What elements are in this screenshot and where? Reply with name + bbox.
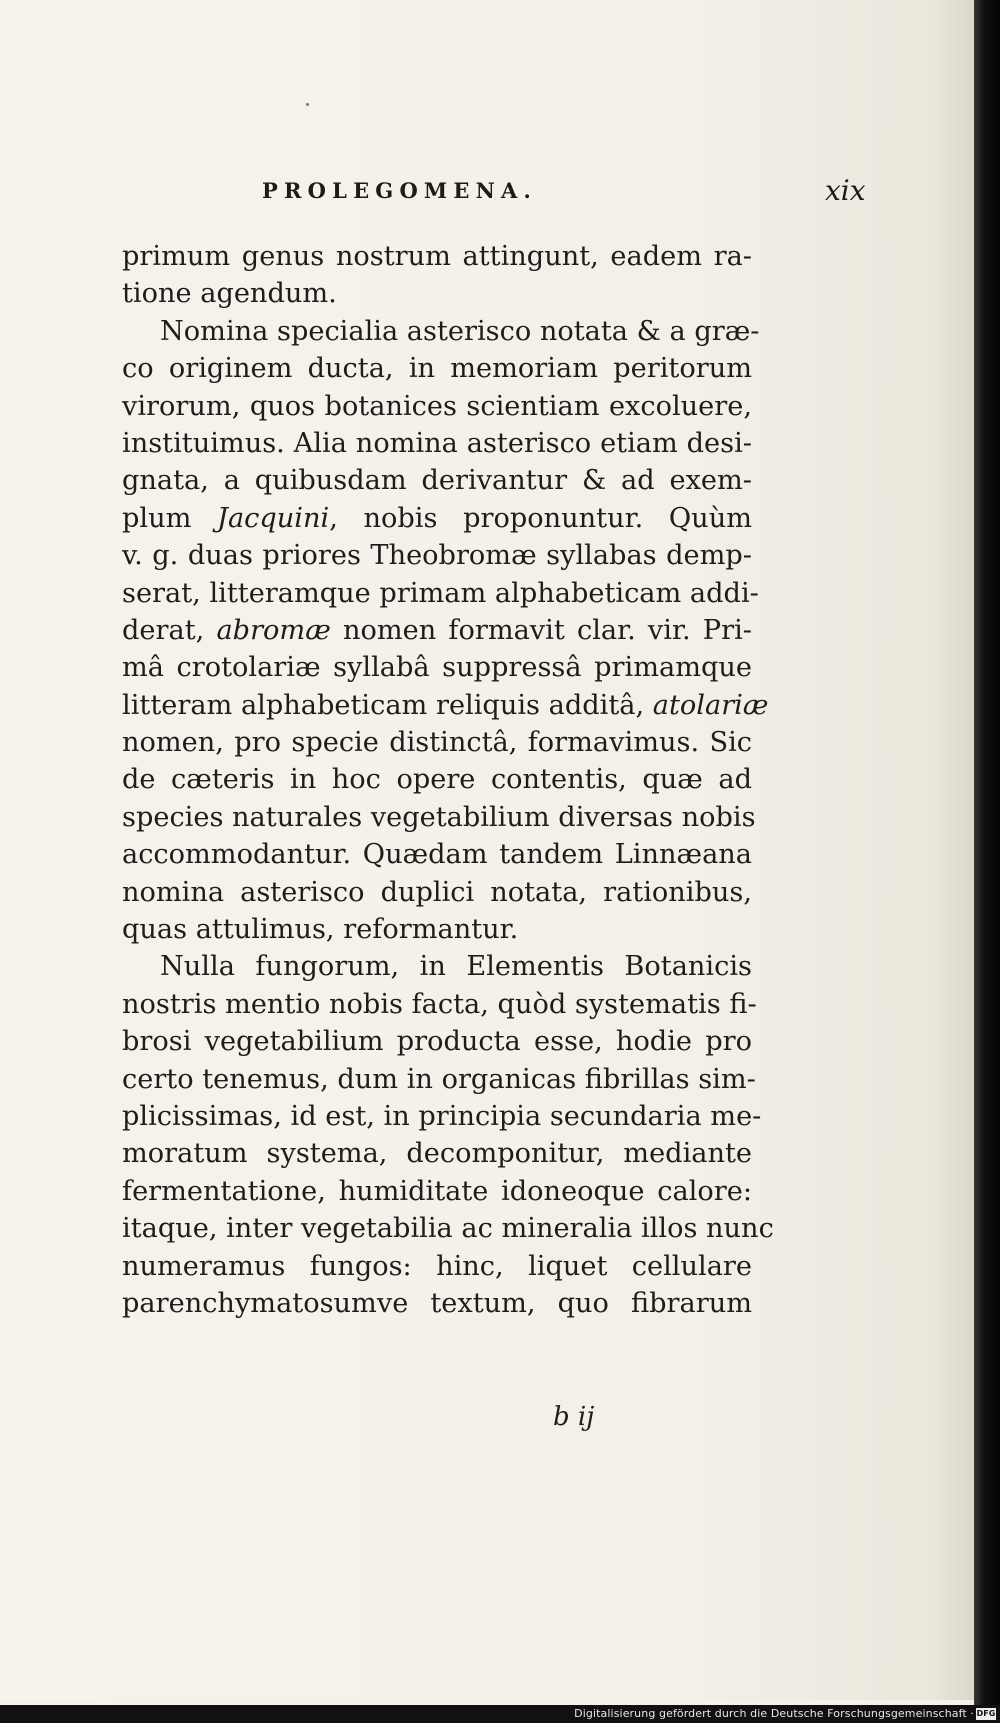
text-line: litteram alphabeticam reliquis additâ, atolariæ	[122, 689, 769, 721]
text-line: Nomina specialia asterisco notata & a græ-	[160, 315, 760, 347]
text-line: itaque, inter vegetabilia ac mineralia illos nunc	[122, 1213, 774, 1245]
text-line: co originem ducta, in memoriam peritorum	[122, 353, 752, 385]
text-line: instituimus. Alia nomina asterisco etiam desi-	[122, 427, 752, 459]
text-line: plum Jacquini, nobis proponuntur. Quùm	[122, 502, 752, 534]
italic-term: atolariæ	[652, 689, 769, 721]
page-number: xix	[825, 174, 866, 207]
footer-credit: Digitalisierung gefördert durch die Deutsche Forschungsgemeinschaft ·	[574, 1707, 974, 1720]
paper-speck	[306, 103, 309, 106]
text-line: derat, abromæ nomen formavit clar. vir. Pri-	[122, 614, 752, 646]
running-head: PROLEGOMENA.	[262, 178, 537, 203]
signature-mark: b ij	[553, 1402, 595, 1432]
text-line: Nulla fungorum, in Elementis Botanicis	[160, 951, 752, 983]
text-line: nomina asterisco duplici notata, rationibus,	[122, 876, 752, 908]
text-line: fermentatione, humiditate idoneoque calore:	[122, 1175, 752, 1207]
text-line: moratum systema, decomponitur, mediante	[122, 1138, 752, 1170]
text-line: v. g. duas priores Theobromæ syllabas demp-	[122, 540, 752, 572]
text-line: serat, litteramque primam alphabeticam addi-	[122, 577, 759, 609]
text-line: mâ crotolariæ syllabâ suppressâ primamque	[122, 652, 752, 684]
text-line: plicissimas, id est, in principia secundaria me-	[122, 1100, 762, 1132]
italic-term: Jacquini	[217, 502, 330, 534]
text-line: numeramus fungos: hinc, liquet cellulare	[122, 1250, 752, 1282]
dfg-logo: DFG	[976, 1709, 996, 1718]
text-line: gnata, a quibusdam derivantur & ad exem-	[122, 465, 752, 497]
body-text	[122, 238, 774, 1322]
italic-term: abromæ	[216, 614, 331, 646]
text-line: certo tenemus, dum in organicas fibrillas sim-	[122, 1063, 756, 1095]
digitization-footer	[0, 1705, 1000, 1723]
text-line: nostris mentio nobis facta, quòd systematis fi-	[122, 988, 757, 1020]
text-line: brosi vegetabilium producta esse, hodie pro	[122, 1026, 752, 1058]
text-line: nomen, pro specie distinctâ, formavimus. Sic	[122, 727, 752, 759]
text-line: quas attulimus, reformantur.	[122, 914, 519, 946]
book-binding-edge	[974, 0, 1000, 1705]
text-line: species naturales vegetabilium diversas nobis	[122, 801, 756, 833]
text-line: de cæteris in hoc opere contentis, quæ ad	[122, 764, 752, 796]
text-line: primum genus nostrum attingunt, eadem ra-	[122, 241, 752, 272]
text-line: virorum, quos botanices scientiam excoluere,	[122, 390, 752, 422]
text-line: tione agendum.	[122, 278, 337, 310]
text-line: accommodantur. Quædam tandem Linnæana	[122, 839, 752, 871]
text-line: parenchymatosumve textum, quo fibrarum	[122, 1287, 752, 1319]
